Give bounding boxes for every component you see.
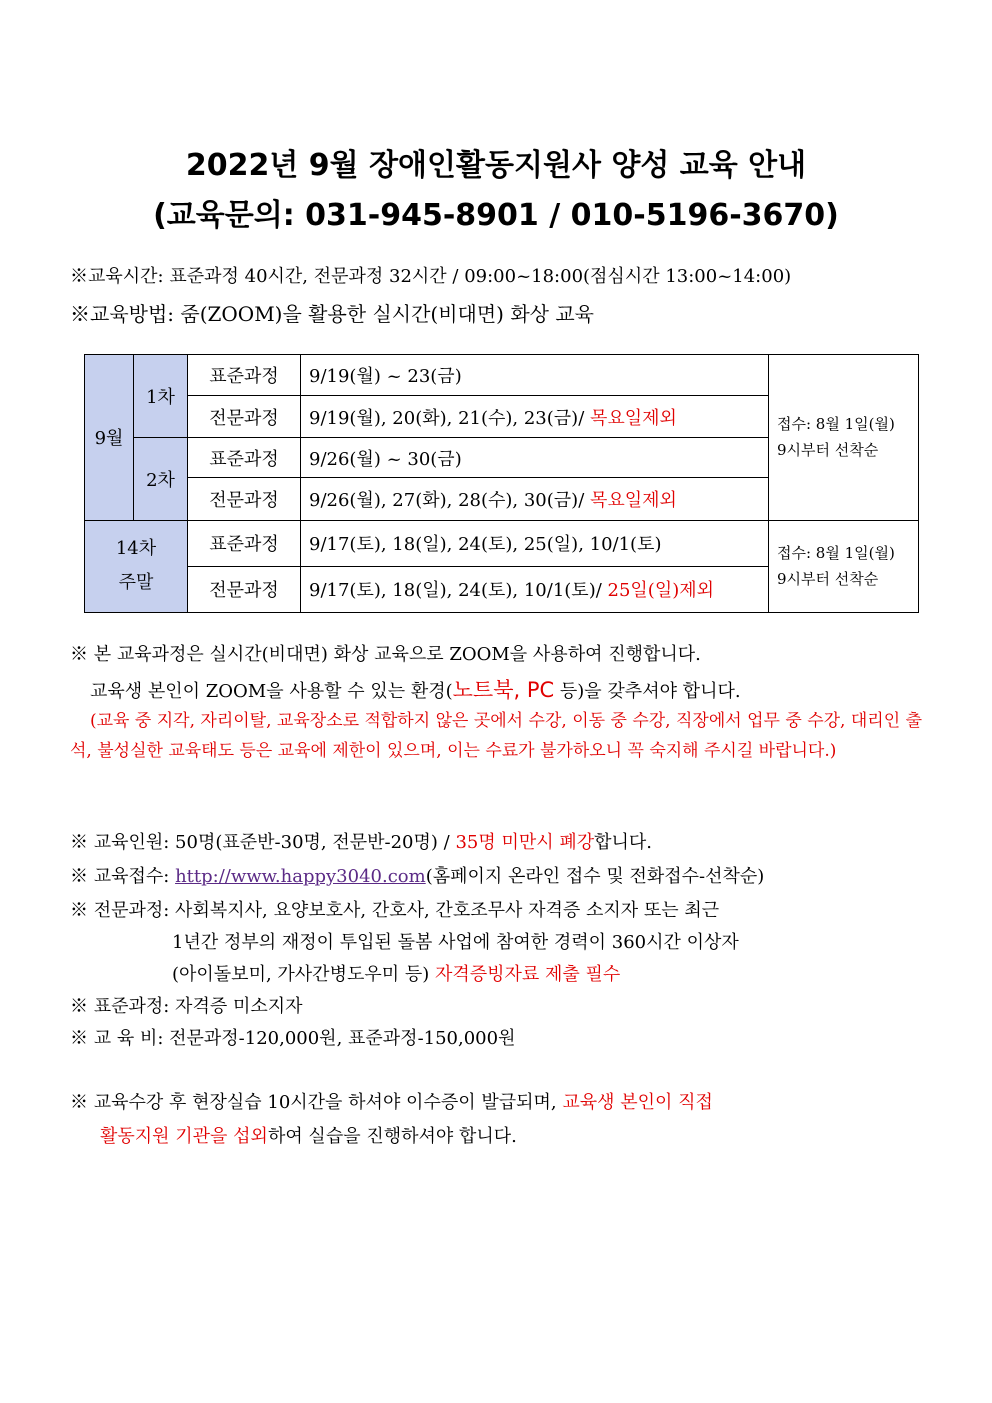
weekend-cell: 14차 주말 [85,520,188,612]
zoom-notice: ※ 본 교육과정은 실시간(비대면) 화상 교육으로 ZOOM을 사용하여 진행합니다. [70,644,701,665]
course-specialist-label: 전문과정 [188,566,301,612]
page-title: 2022년 9월 장애인활동지원사 양성 교육 안내 [185,148,807,183]
round2-cell: 2차 [134,438,188,520]
month-cell: 9월 [85,355,134,521]
round2-specialist-dates: 9/26(월), 27(화), 28(수), 30(금)/ 목요일제외 [301,478,769,520]
specialist-qualification-3: (아이돌보미, 가사간병도우미 등) 자격증빙자료 제출 필수 [172,964,621,985]
attendance-warning: (교육 중 지각, 자리이탈, 교육장소로 적합하지 않은 곳에서 수강, 이동 중 수강, 직장에서 업무 중 수강, 대리인 출석, 불성실한 교육태도 등은 교육에 제한이 있으며, 이는 수료가 불가하오니 꼭 숙지해 주시길 바랍니다.) [70,711,922,761]
round1-specialist-dates: 9/19(월), 20(화), 21(수), 23(금)/ 목요일제외 [301,396,769,438]
course-standard-label: 표준과정 [188,520,301,566]
zoom-requirement: 교육생 본인이 ZOOM을 사용할 수 있는 환경(노트북, PC 등)을 갖추셔야 합니다. [90,678,741,702]
round1-cell: 1차 [134,355,188,438]
schedule-table [84,354,919,613]
application-info: ※ 교육접수: http://www.happy3040.com(홈페이지 온라인 접수 및 전화접수-선착순) [70,866,765,887]
education-method: ※교육방법: 줌(ZOOM)을 활용한 실시간(비대면) 화상 교육 [70,302,594,326]
weekend-standard-dates: 9/17(토), 18(일), 24(토), 25(일), 10/1(토) [301,520,769,566]
capacity-info: ※ 교육인원: 50명(표준반-30명, 전문반-20명) / 35명 미만시 폐강합니다. [70,832,653,853]
course-standard-label: 표준과정 [188,438,301,478]
specialist-qualification-2: 1년간 정부의 재정이 투입된 돌봄 사업에 참여한 경력이 360시간 이상자 [172,932,739,953]
practice-notice-2: 활동지원 기관을 섭외하여 실습을 진행하셔야 합니다. [100,1126,517,1147]
specialist-qualification: ※ 전문과정: 사회복지사, 요양보호사, 간호사, 간호조무사 자격증 소지자 또는 최근 [70,900,720,921]
weekend-specialist-dates: 9/17(토), 18(일), 24(토), 10/1(토)/ 25일(일)제외 [301,566,769,612]
education-time: ※교육시간: 표준과정 40시간, 전문과정 32시간 / 09:00~18:00(점심시간 13:00~14:00) [70,266,792,287]
contact-title: (교육문의: 031-945-8901 / 010-5196-3670) [153,198,839,233]
homepage-link[interactable]: http://www.happy3040.com [175,866,426,887]
reception-note-1: 접수: 8월 1일(월) 9시부터 선착순 [769,355,919,521]
round1-standard-dates: 9/19(월) ~ 23(금) [301,355,769,396]
course-standard-label: 표준과정 [188,355,301,396]
course-specialist-label: 전문과정 [188,478,301,520]
education-fee: ※ 교 육 비: 전문과정-120,000원, 표준과정-150,000원 [70,1028,516,1049]
course-specialist-label: 전문과정 [188,396,301,438]
round2-standard-dates: 9/26(월) ~ 30(금) [301,438,769,478]
practice-notice: ※ 교육수강 후 현장실습 10시간을 하셔야 이수증이 발급되며, 교육생 본인이 직접 [70,1092,713,1113]
standard-qualification: ※ 표준과정: 자격증 미소지자 [70,996,303,1017]
reception-note-2: 접수: 8월 1일(월) 9시부터 선착순 [769,520,919,612]
